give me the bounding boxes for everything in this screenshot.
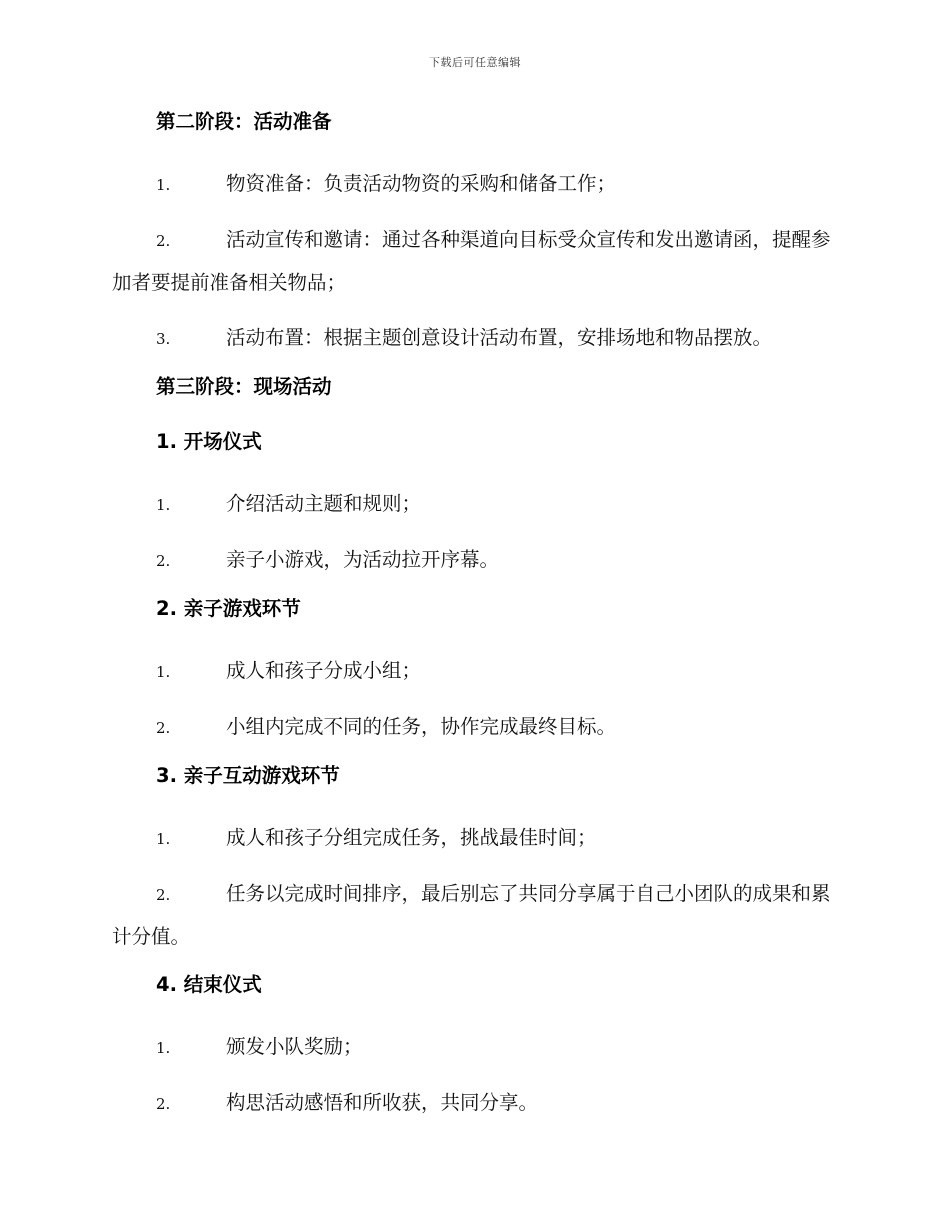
list-item-text: 物资准备：负责活动物资的采购和储备工作；	[226, 172, 617, 195]
list-item-text: 小组内完成不同的任务，协作完成最终目标。	[226, 715, 617, 738]
section-heading-closing: 4. 结束仪式	[156, 973, 262, 996]
list-item-number: 1.	[156, 496, 171, 514]
list-item-text: 颁发小队奖励；	[226, 1035, 363, 1058]
list-item-number: 2.	[156, 1095, 171, 1113]
list-item-text: 活动布置：根据主题创意设计活动布置，安排场地和物品摆放。	[226, 326, 773, 349]
list-item	[112, 317, 837, 360]
list-item	[112, 539, 837, 582]
list-item-number: 1.	[156, 1039, 171, 1057]
list-item	[112, 163, 837, 206]
list-item-text: 任务以完成时间排序，最后别忘了共同分享属于自己小团队的成果和累计分值。	[112, 882, 831, 948]
section-heading-stage-3: 第三阶段：现场活动	[156, 375, 332, 398]
list-item-text: 活动宣传和邀请：通过各种渠道向目标受众宣传和发出邀请函，提醒参加者要提前准备相关物品；	[112, 228, 831, 294]
list-item	[112, 706, 837, 749]
list-item-number: 1.	[156, 176, 171, 194]
section-heading-stage-2: 第二阶段：活动准备	[156, 110, 332, 133]
list-item	[112, 219, 837, 304]
list-item-number: 3.	[156, 330, 171, 348]
list-item-text: 构思活动感悟和所收获，共同分享。	[226, 1091, 539, 1114]
document-body	[112, 108, 837, 1138]
list-item-text: 成人和孩子分组完成任务，挑战最佳时间；	[226, 826, 597, 849]
list-item	[112, 650, 837, 693]
list-item-number: 2.	[156, 886, 171, 904]
list-item	[112, 817, 837, 860]
list-item-text: 成人和孩子分成小组；	[226, 659, 422, 682]
list-item-number: 1.	[156, 663, 171, 681]
list-item	[112, 1026, 837, 1069]
list-item-text: 亲子小游戏，为活动拉开序幕。	[226, 548, 500, 571]
section-heading-interactive-game: 3. 亲子互动游戏环节	[156, 764, 340, 787]
list-item	[112, 1082, 837, 1125]
list-item	[112, 483, 837, 526]
list-item-number: 2.	[156, 232, 171, 250]
section-heading-opening: 1. 开场仪式	[156, 430, 262, 453]
list-item-number: 2.	[156, 719, 171, 737]
list-item-text: 介绍活动主题和规则；	[226, 492, 422, 515]
page-header: 下载后可任意编辑	[429, 56, 521, 69]
section-heading-parent-child-game: 2. 亲子游戏环节	[156, 597, 301, 620]
list-item-number: 2.	[156, 552, 171, 570]
list-item	[112, 873, 837, 958]
list-item-number: 1.	[156, 830, 171, 848]
